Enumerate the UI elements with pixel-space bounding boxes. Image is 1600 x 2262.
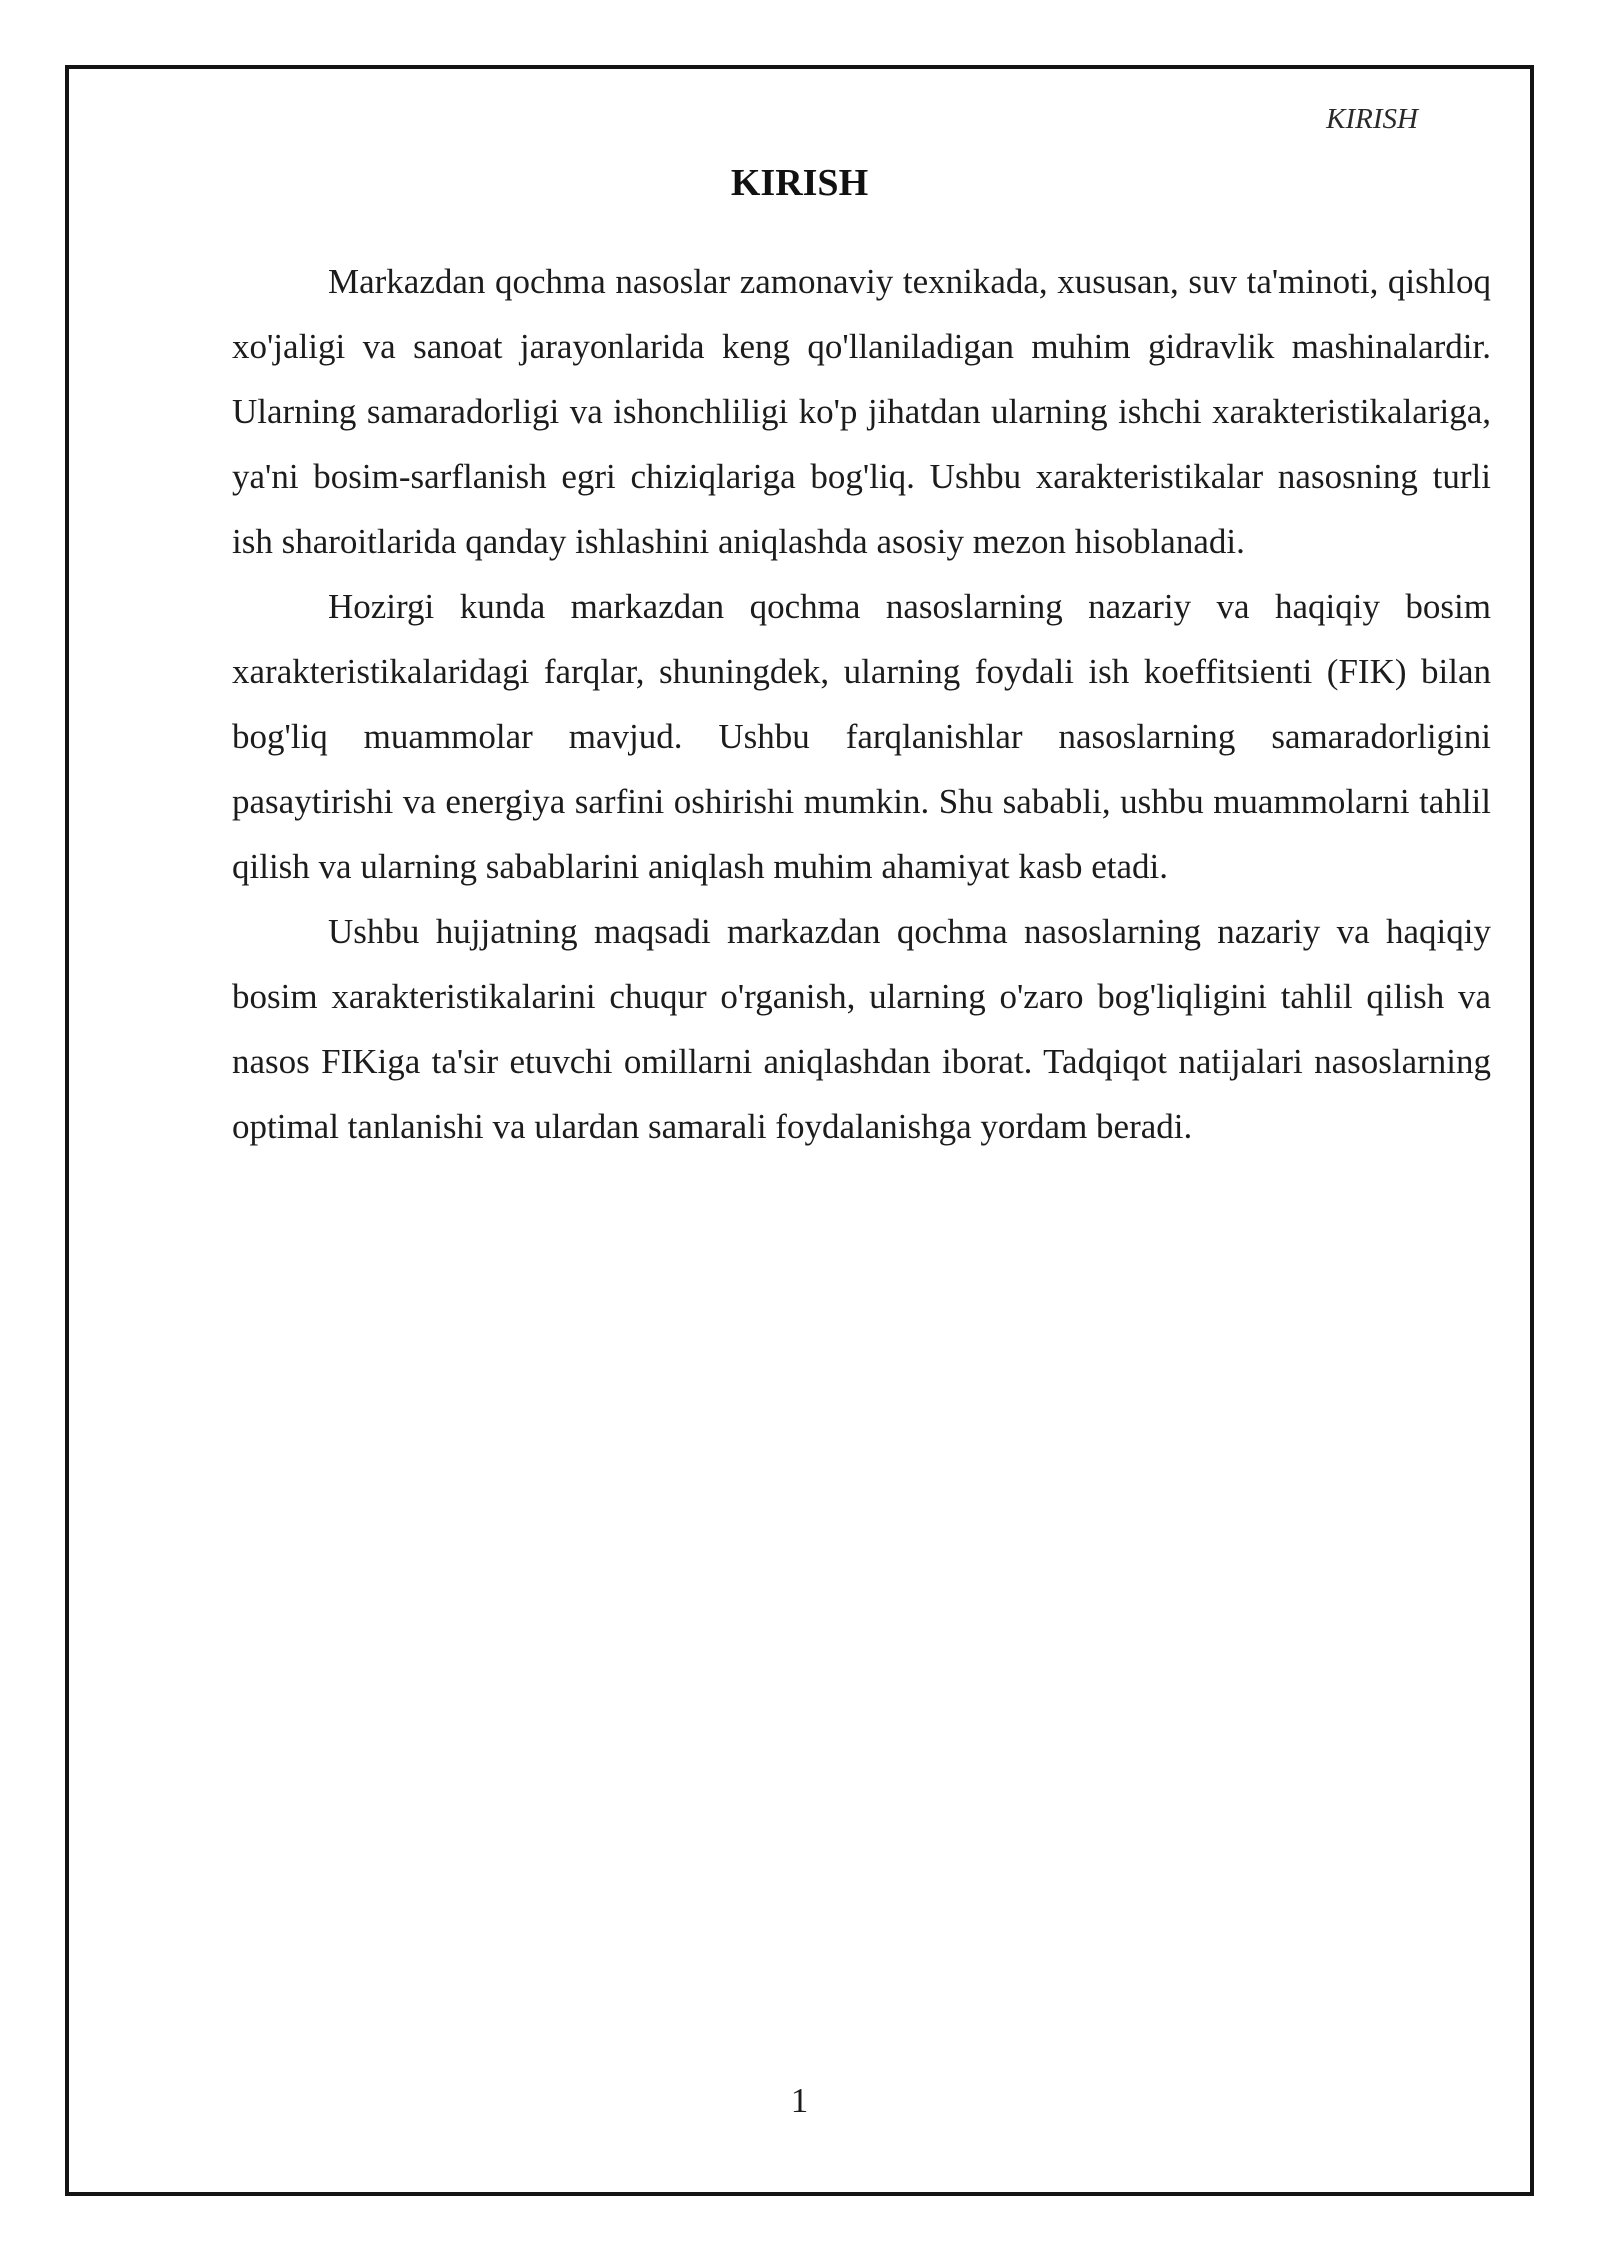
paragraph-1: Markazdan qochma nasoslar zamonaviy texnikada, xususan, suv ta'minoti, qishloq xo'jaligi va sanoat jarayonlarida keng qo'llaniladigan muhim gidravlik mashinalardir. Ularning samaradorligi va ishonchliligi ko'p jihatdan ularning ishchi xarakteristikalariga, ya'ni bosim-sarflanish egri chiziqlariga bog'liq. Ushbu xarakteristikalar nasosning turli ish sharoitlarida qanday ishlashini aniqlashda asosiy mezon hisoblanadi. (232, 262, 1491, 561)
page-number: 1 (790, 2081, 809, 2120)
running-header: KIRISH (1326, 103, 1418, 135)
page-frame (65, 65, 1534, 2196)
body-text (232, 249, 1491, 1159)
paragraph-2: Hozirgi kunda markazdan qochma nasoslarning nazariy va haqiqiy bosim xarakteristikalaridagi farqlar, shuningdek, ularning foydali ish koeffitsienti (FIK) bilan bog'liq muammolar mavjud. Ushbu farqlanishlar nasoslarning samaradorligini pasaytirishi va energiya sarfini oshirishi mumkin. Shu sababli, ushbu muammolarni tahlil qilish va ularning sabablarini aniqlash muhim ahamiyat kasb etadi. (232, 587, 1491, 886)
paragraph-3: Ushbu hujjatning maqsadi markazdan qochma nasoslarning nazariy va haqiqiy bosim xarakteristikalarini chuqur o'rganish, ularning o'zaro bog'liqligini tahlil qilish va nasos FIKiga ta'sir etuvchi omillarni aniqlashdan iborat. Tadqiqot natijalari nasoslarning optimal tanlanishi va ulardan samarali foydalanishga yordam beradi. (232, 912, 1491, 1146)
page-title: KIRISH (730, 162, 869, 204)
